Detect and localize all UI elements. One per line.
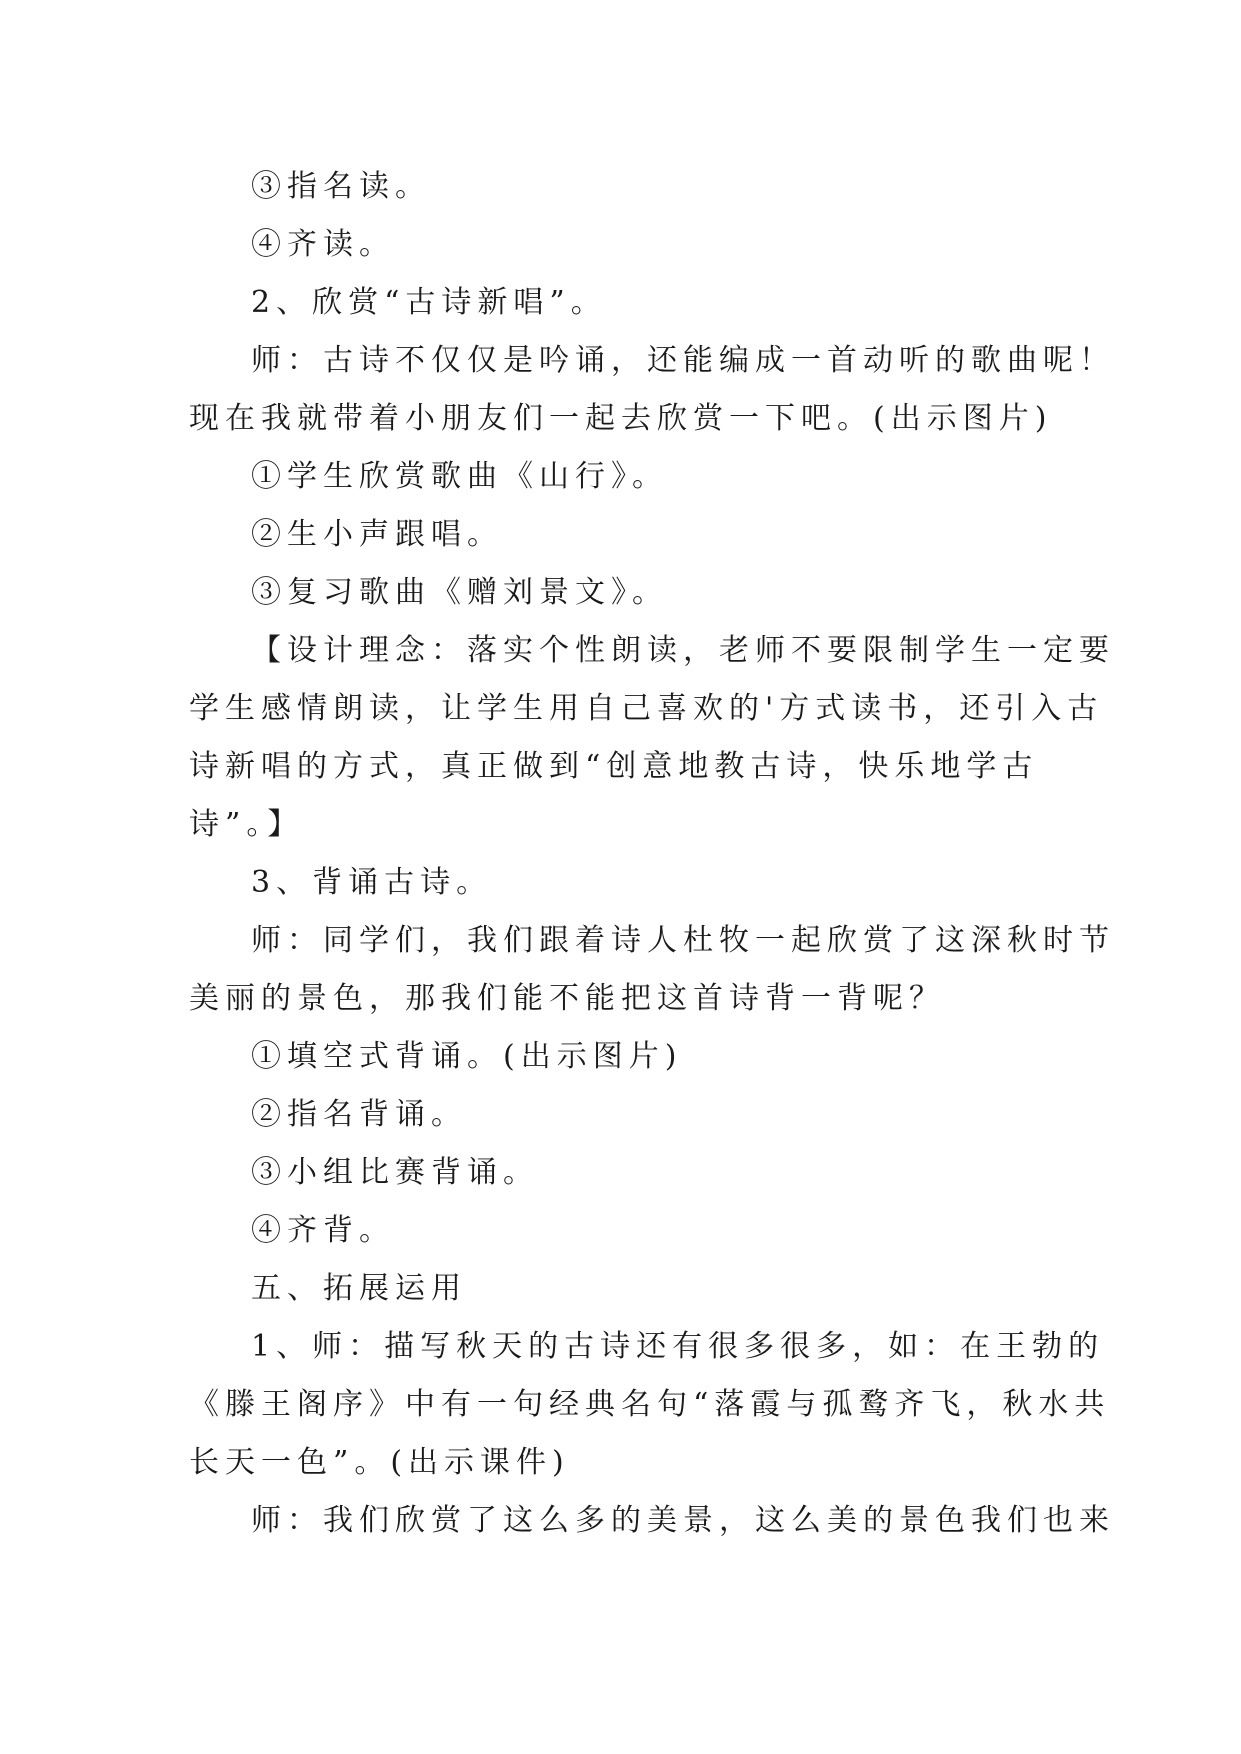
design-concept-line: 诗新唱的方式，真正做到“创意地教古诗，快乐地学古 <box>189 749 1039 784</box>
list-item-sing-along: ②生小声跟唱。 <box>251 517 503 552</box>
document-body <box>189 158 1115 1550</box>
section-heading-recite-poem: 3、背诵古诗。 <box>251 865 493 900</box>
section-heading-appreciate-new-songs: 2、欣赏“古诗新唱”。 <box>251 285 607 320</box>
list-item-recite-by-name: ②指名背诵。 <box>251 1097 467 1132</box>
design-concept-line: 诗”。】 <box>189 807 304 842</box>
list-item-listen-song: ①学生欣赏歌曲《山行》。 <box>251 459 668 494</box>
teacher-paragraph-line: 美丽的景色，那我们能不能把这首诗背一背呢？ <box>189 981 945 1016</box>
extension-paragraph-line: 1、师：描写秋天的古诗还有很多很多，如：在王勃的 <box>251 1329 1105 1364</box>
list-item-recite-together: ④齐背。 <box>251 1213 395 1248</box>
section-heading-extension: 五、拓展运用 <box>251 1271 467 1306</box>
list-item-review-song: ③复习歌曲《赠刘景文》。 <box>251 575 668 610</box>
list-item-group-contest: ③小组比赛背诵。 <box>251 1155 539 1190</box>
teacher-paragraph-line: 师：同学们，我们跟着诗人杜牧一起欣赏了这深秋时节 <box>251 923 1115 958</box>
list-item-read-together: ④齐读。 <box>251 227 395 262</box>
design-concept-line: 【设计理念：落实个性朗读，老师不要限制学生一定要 <box>251 633 1115 668</box>
design-concept-line: 学生感情朗读，让学生用自己喜欢的'方式读书，还引入古 <box>189 691 1104 726</box>
teacher-paragraph-line: 师：古诗不仅仅是吟诵，还能编成一首动听的歌曲呢！ <box>251 343 1115 378</box>
teacher-paragraph-line: 现在我就带着小朋友们一起去欣赏一下吧。(出示图片) <box>189 401 1053 436</box>
list-item-fill-blank-recite: ①填空式背诵。(出示图片) <box>251 1039 683 1074</box>
list-item-read-by-name: ③指名读。 <box>251 169 431 204</box>
teacher-paragraph-line: 师：我们欣赏了这么多的美景，这么美的景色我们也来 <box>251 1503 1115 1538</box>
extension-paragraph-line: 长天一色”。(出示课件) <box>189 1445 570 1480</box>
extension-paragraph-line: 《滕王阁序》中有一句经典名句“落霞与孤鹜齐飞，秋水共 <box>189 1387 1111 1422</box>
